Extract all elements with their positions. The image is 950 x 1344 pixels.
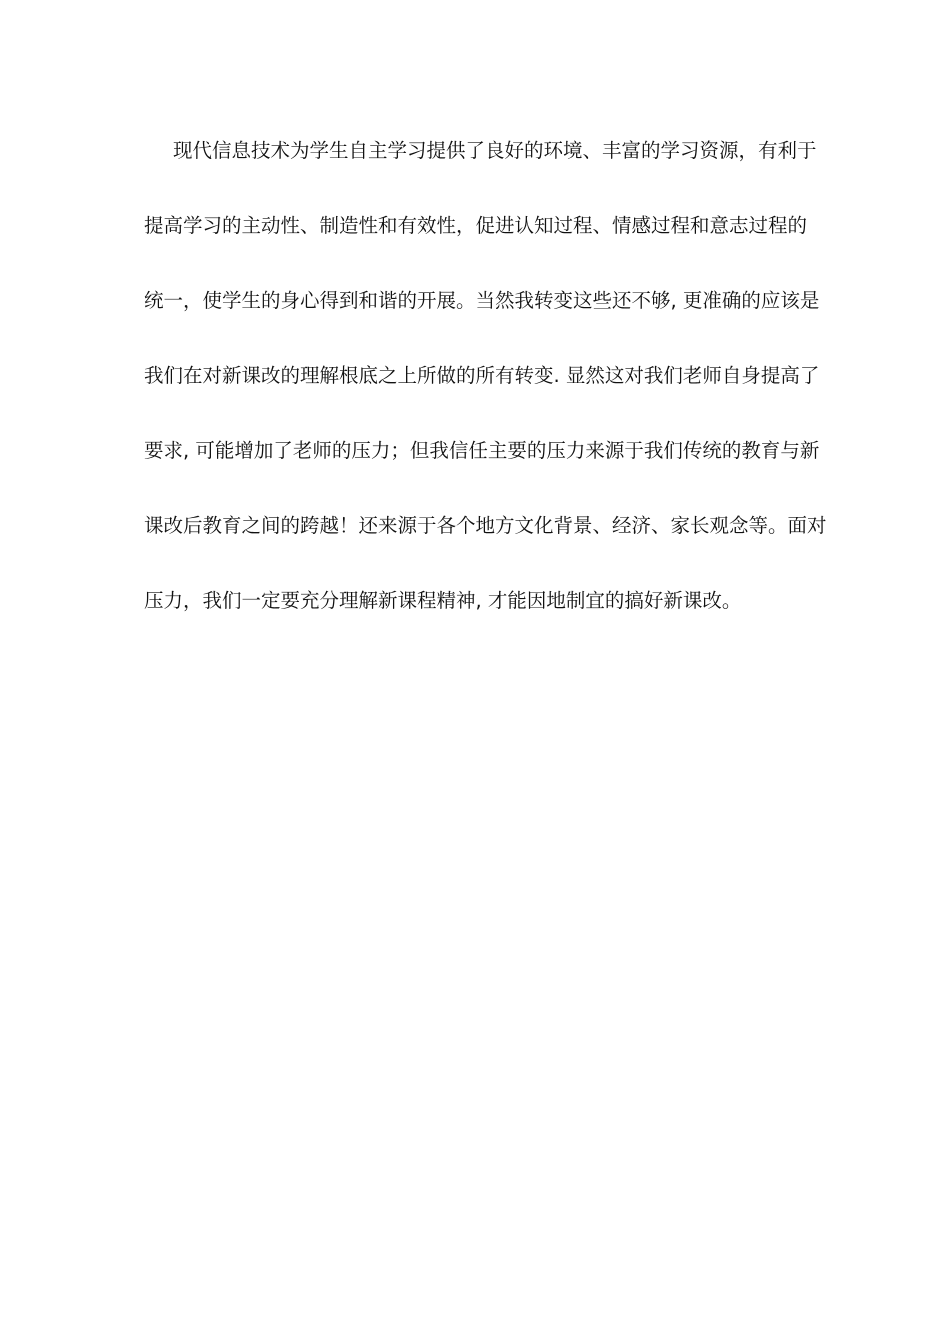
- paragraph-line-6: 课改后教育之间的跨越！还来源于各个地方文化背景、经济、家长观念等。面对: [144, 514, 827, 537]
- paragraph-line-2: 提高学习的主动性、制造性和有效性，促进认知过程、情感过程和意志过程的: [144, 214, 808, 237]
- paragraph-line-4: 我们在对新课改的理解根底之上所做的所有转变. 显然这对我们老师自身提高了: [144, 364, 820, 387]
- paragraph-line-3: 统一，使学生的身心得到和谐的开展。当然我转变这些还不够, 更准确的应该是: [144, 289, 820, 312]
- paragraph-line-5: 要求, 可能增加了老师的压力；但我信任主要的压力来源于我们传统的教育与新: [144, 439, 820, 462]
- paragraph-line-1: 现代信息技术为学生自主学习提供了良好的环境、丰富的学习资源，有利于: [173, 139, 817, 162]
- body-paragraph: [144, 128, 827, 653]
- paragraph-line-7: 压力，我们一定要充分理解新课程精神, 才能因地制宜的搞好新课改。: [144, 589, 742, 612]
